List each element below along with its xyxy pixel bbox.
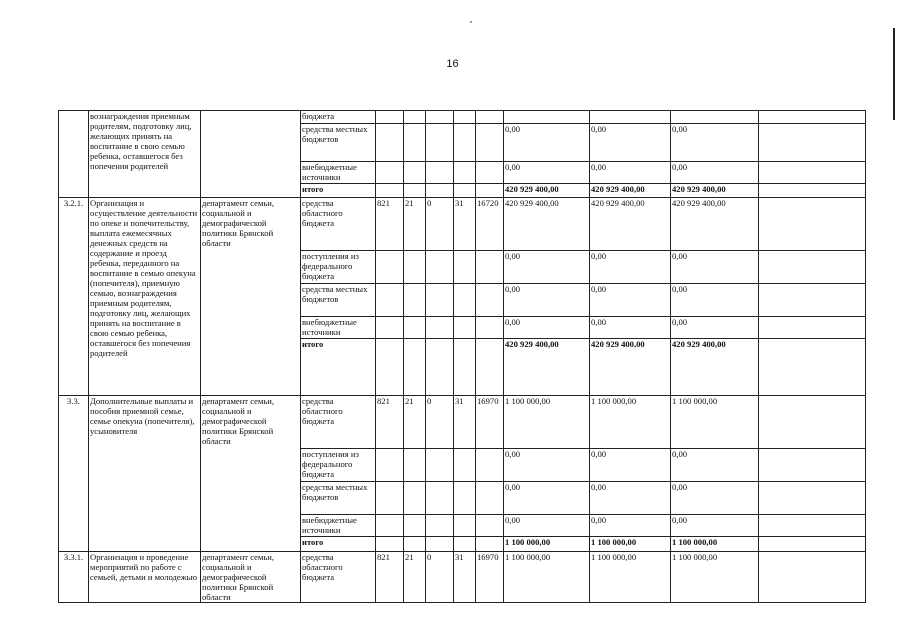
code-cell-c2: [404, 124, 426, 162]
amount-cell-v2: 0,00: [590, 317, 671, 339]
executor-cell: департамент семьи, социальной и демографической политики Брянской области: [201, 396, 301, 552]
empty-cell: [759, 317, 866, 339]
amount-cell-v1: 0,00: [504, 251, 590, 284]
amount-cell-v1: 420 929 400,00: [504, 198, 590, 251]
code-cell-c5: 16970: [476, 396, 504, 449]
scan-edge-line: [893, 28, 895, 120]
empty-cell: [759, 552, 866, 603]
empty-cell: [759, 162, 866, 184]
code-cell-c4: [454, 537, 476, 552]
amount-cell-v3: 420 929 400,00: [671, 184, 759, 198]
amount-cell-v1: 420 929 400,00: [504, 339, 590, 396]
code-cell-c4: [454, 515, 476, 537]
code-cell-c2: [404, 515, 426, 537]
amount-cell-v2: [590, 111, 671, 124]
code-cell-c4: 31: [454, 552, 476, 603]
amount-cell-v1: [504, 111, 590, 124]
executor-cell: [201, 111, 301, 198]
code-cell-c1: [376, 251, 404, 284]
code-cell-c2: [404, 482, 426, 515]
code-cell-c1: [376, 482, 404, 515]
amount-cell-v2: 0,00: [590, 449, 671, 482]
funding-source-cell: средства областного бюджета: [301, 198, 376, 251]
code-cell-c2: [404, 537, 426, 552]
item-number-cell: 3.3.1.: [59, 552, 89, 603]
amount-cell-v3: 0,00: [671, 449, 759, 482]
code-cell-c5: [476, 317, 504, 339]
amount-cell-v3: 0,00: [671, 284, 759, 317]
code-cell-c2: [404, 317, 426, 339]
code-cell-c4: [454, 184, 476, 198]
code-cell-c4: [454, 124, 476, 162]
code-cell-c1: [376, 162, 404, 184]
code-cell-c1: [376, 515, 404, 537]
executor-cell: департамент семьи, социальной и демографической политики Брянской области: [201, 552, 301, 603]
code-cell-c1: 821: [376, 396, 404, 449]
empty-cell: [759, 284, 866, 317]
item-name-cell: Дополнительные выплаты и пособия приемной семье, семье опекуна (попечителя), усыновителя: [89, 396, 201, 552]
amount-cell-v1: 1 100 000,00: [504, 396, 590, 449]
amount-cell-v1: 0,00: [504, 515, 590, 537]
code-cell-c5: [476, 124, 504, 162]
code-cell-c1: [376, 284, 404, 317]
code-cell-c4: [454, 339, 476, 396]
code-cell-c3: [426, 482, 454, 515]
code-cell-c2: [404, 284, 426, 317]
table-row: [59, 396, 866, 449]
code-cell-c2: [404, 339, 426, 396]
code-cell-c4: 31: [454, 396, 476, 449]
empty-cell: [759, 537, 866, 552]
code-cell-c5: [476, 537, 504, 552]
code-cell-c4: [454, 111, 476, 124]
scan-artifact: [470, 21, 472, 23]
code-cell-c3: [426, 184, 454, 198]
amount-cell-v2: 420 929 400,00: [590, 198, 671, 251]
code-cell-c4: [454, 251, 476, 284]
code-cell-c3: [426, 162, 454, 184]
empty-cell: [759, 198, 866, 251]
code-cell-c2: [404, 184, 426, 198]
code-cell-c2: [404, 111, 426, 124]
amount-cell-v1: 0,00: [504, 284, 590, 317]
amount-cell-v2: 0,00: [590, 482, 671, 515]
amount-cell-v2: 0,00: [590, 284, 671, 317]
amount-cell-v1: 0,00: [504, 162, 590, 184]
code-cell-c2: [404, 162, 426, 184]
funding-source-cell: средства местных бюджетов: [301, 124, 376, 162]
amount-cell-v3: [671, 111, 759, 124]
code-cell-c5: [476, 482, 504, 515]
code-cell-c1: [376, 111, 404, 124]
page-number: 16: [446, 58, 459, 70]
amount-cell-v3: 1 100 000,00: [671, 396, 759, 449]
code-cell-c3: [426, 339, 454, 396]
amount-cell-v3: 1 100 000,00: [671, 537, 759, 552]
amount-cell-v3: 0,00: [671, 482, 759, 515]
code-cell-c3: 0: [426, 552, 454, 603]
amount-cell-v3: 0,00: [671, 251, 759, 284]
code-cell-c5: [476, 251, 504, 284]
empty-cell: [759, 449, 866, 482]
code-cell-c2: [404, 251, 426, 284]
code-cell-c1: [376, 124, 404, 162]
empty-cell: [759, 396, 866, 449]
amount-cell-v2: 1 100 000,00: [590, 537, 671, 552]
funding-source-cell: средства местных бюджетов: [301, 284, 376, 317]
empty-cell: [759, 124, 866, 162]
code-cell-c5: [476, 339, 504, 396]
amount-cell-v1: 0,00: [504, 449, 590, 482]
code-cell-c2: 21: [404, 552, 426, 603]
code-cell-c3: [426, 251, 454, 284]
item-name-cell: Организация и проведение мероприятий по работе с семьей, детьми и молодежью: [89, 552, 201, 603]
amount-cell-v2: 1 100 000,00: [590, 396, 671, 449]
funding-source-cell: внебюджетные источники: [301, 515, 376, 537]
code-cell-c4: [454, 482, 476, 515]
amount-cell-v1: 1 100 000,00: [504, 552, 590, 603]
code-cell-c5: [476, 284, 504, 317]
code-cell-c3: [426, 111, 454, 124]
code-cell-c3: 0: [426, 198, 454, 251]
empty-cell: [759, 339, 866, 396]
amount-cell-v2: 0,00: [590, 124, 671, 162]
code-cell-c5: [476, 162, 504, 184]
code-cell-c4: 31: [454, 198, 476, 251]
amount-cell-v3: 420 929 400,00: [671, 339, 759, 396]
code-cell-c5: 16720: [476, 198, 504, 251]
code-cell-c3: [426, 537, 454, 552]
item-number-cell: 3.2.1.: [59, 198, 89, 396]
amount-cell-v2: 0,00: [590, 251, 671, 284]
code-cell-c2: 21: [404, 396, 426, 449]
table-row: [59, 198, 866, 251]
amount-cell-v1: 0,00: [504, 317, 590, 339]
table-body: [59, 111, 866, 603]
code-cell-c1: [376, 537, 404, 552]
funding-source-cell: итого: [301, 184, 376, 198]
code-cell-c1: [376, 184, 404, 198]
funding-source-cell: внебюджетные источники: [301, 317, 376, 339]
table-row: [59, 552, 866, 603]
amount-cell-v3: 0,00: [671, 162, 759, 184]
code-cell-c1: [376, 449, 404, 482]
empty-cell: [759, 515, 866, 537]
amount-cell-v1: 420 929 400,00: [504, 184, 590, 198]
empty-cell: [759, 111, 866, 124]
code-cell-c5: [476, 449, 504, 482]
code-cell-c3: [426, 124, 454, 162]
amount-cell-v2: 0,00: [590, 162, 671, 184]
funding-source-cell: средства местных бюджетов: [301, 482, 376, 515]
amount-cell-v3: 0,00: [671, 515, 759, 537]
funding-source-cell: поступления из федерального бюджета: [301, 449, 376, 482]
code-cell-c2: 21: [404, 198, 426, 251]
code-cell-c3: [426, 317, 454, 339]
amount-cell-v2: 420 929 400,00: [590, 184, 671, 198]
amount-cell-v3: 0,00: [671, 317, 759, 339]
code-cell-c5: 16970: [476, 552, 504, 603]
funding-source-cell: бюджета: [301, 111, 376, 124]
code-cell-c3: [426, 515, 454, 537]
code-cell-c2: [404, 449, 426, 482]
code-cell-c1: [376, 339, 404, 396]
amount-cell-v3: 420 929 400,00: [671, 198, 759, 251]
amount-cell-v3: 0,00: [671, 124, 759, 162]
funding-source-cell: итого: [301, 537, 376, 552]
funding-source-cell: внебюджетные источники: [301, 162, 376, 184]
funding-source-cell: средства областного бюджета: [301, 552, 376, 603]
code-cell-c5: [476, 515, 504, 537]
code-cell-c3: 0: [426, 396, 454, 449]
code-cell-c4: [454, 449, 476, 482]
code-cell-c5: [476, 184, 504, 198]
amount-cell-v2: 1 100 000,00: [590, 552, 671, 603]
code-cell-c1: 821: [376, 552, 404, 603]
amount-cell-v3: 1 100 000,00: [671, 552, 759, 603]
item-name-cell: Организация и осуществление деятельности по опеке и попечительству, выплата ежемесячных денежных средств на содержание и проезд ребенка, переданного на воспитание в семью опекуна (попечителя), приемную семью, вознаграждения приемным родителям, подготовку лиц, желающих принять на воспитание в свою семью ребенка, оставшегося без попечения родителей: [89, 198, 201, 396]
code-cell-c4: [454, 317, 476, 339]
code-cell-c3: [426, 284, 454, 317]
table-row: [59, 111, 866, 124]
empty-cell: [759, 251, 866, 284]
amount-cell-v2: 420 929 400,00: [590, 339, 671, 396]
item-number-cell: 3.3.: [59, 396, 89, 552]
executor-cell: департамент семьи, социальной и демографической политики Брянской области: [201, 198, 301, 396]
code-cell-c4: [454, 162, 476, 184]
code-cell-c1: 821: [376, 198, 404, 251]
code-cell-c1: [376, 317, 404, 339]
funding-source-cell: средства областного бюджета: [301, 396, 376, 449]
item-number-cell: [59, 111, 89, 198]
empty-cell: [759, 184, 866, 198]
amount-cell-v2: 0,00: [590, 515, 671, 537]
budget-table: [58, 110, 866, 603]
code-cell-c4: [454, 284, 476, 317]
code-cell-c5: [476, 111, 504, 124]
amount-cell-v1: 0,00: [504, 482, 590, 515]
code-cell-c3: [426, 449, 454, 482]
item-name-cell: вознаграждения приемным родителям, подготовку лиц, желающих принять на воспитание в свою семью ребенка, оставшегося без попечения родителей: [89, 111, 201, 198]
empty-cell: [759, 482, 866, 515]
funding-source-cell: поступления из федерального бюджета: [301, 251, 376, 284]
amount-cell-v1: 0,00: [504, 124, 590, 162]
funding-source-cell: итого: [301, 339, 376, 396]
amount-cell-v1: 1 100 000,00: [504, 537, 590, 552]
